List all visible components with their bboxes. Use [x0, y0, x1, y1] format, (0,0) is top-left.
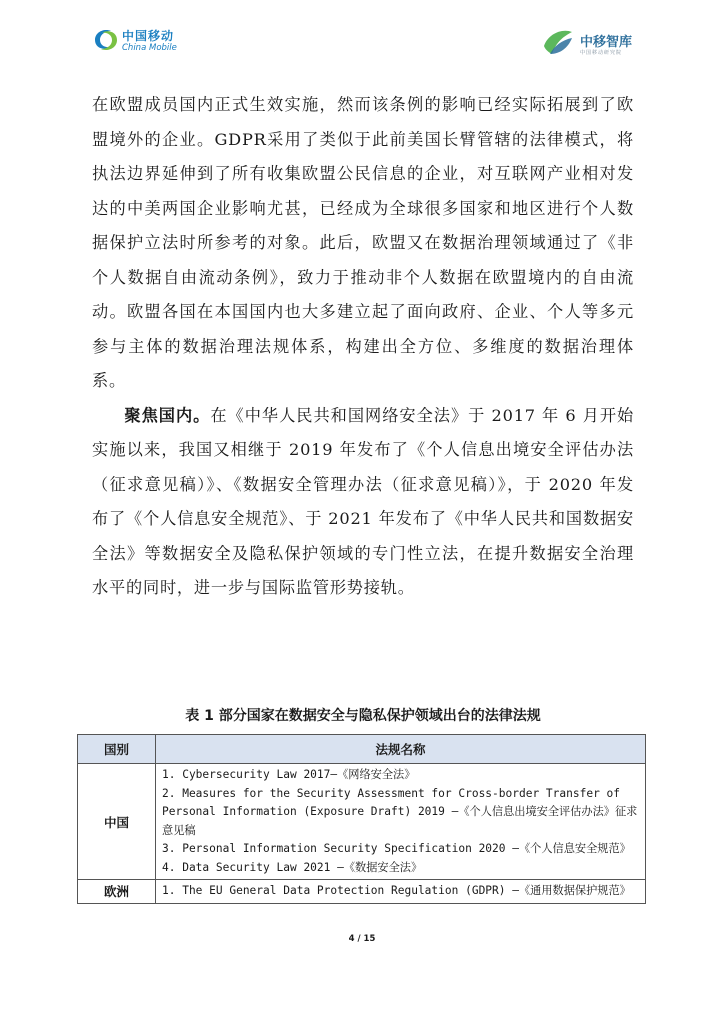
country-europe: 欧洲: [78, 880, 156, 904]
laws-europe: [156, 880, 646, 904]
law-item: 2. Measures for the Security Assessment for Cross-border Transfer of Personal Information (Exposure Draft) 2019 —《个人信息出境安全评估办法》征求意见稿: [162, 786, 638, 837]
table-header-row: [78, 735, 646, 764]
zhiku-leaf-icon: [540, 24, 576, 60]
paragraph-domestic: [92, 399, 634, 606]
china-mobile-swirl-icon: [92, 26, 120, 54]
header-country: 国别: [78, 735, 156, 764]
paragraph-eu: 在欧盟成员国内正式生效实施，然而该条例的影响已经实际拓展到了欧盟境外的企业。GDPR采用了类似于此前美国长臂管辖的法律模式，将执法边界延伸到了所有收集欧盟公民信息的企业，对互联网产业相对发达的中美两国企业影响尤甚，已经成为全球很多国家和地区进行个人数据保护立法时所参考的对象。此后，欧盟又在数据治理领域通过了《非个人数据自由流动条例》，致力于推动非个人数据在欧盟境内的自由流动。欧盟各国在本国国内也大多建立起了面向政府、企业、个人等多元参与主体的数据治理法规体系，构建出全方位、多维度的数据治理体系。: [92, 95, 634, 390]
law-item: 1. Cybersecurity Law 2017—《网络安全法》: [162, 768, 416, 781]
china-mobile-logo: [92, 26, 192, 56]
paragraph-lead: 聚焦国内。: [124, 405, 211, 425]
zhongyi-zhiku-logo: [540, 24, 650, 60]
table-row: [78, 880, 646, 904]
laws-china: [156, 764, 646, 880]
header-laws: 法规名称: [156, 735, 646, 764]
zhiku-sub: 中国移动研究院: [580, 50, 623, 56]
table-row: [78, 764, 646, 880]
page-number: 4 / 15: [348, 934, 376, 944]
paragraph-domestic-text: 在《中华人民共和国网络安全法》于 2017 年 6 月开始实施以来，我国又相继于 2019 年发布了《个人信息出境安全评估办法（征求意见稿）》、《数据安全管理办法（征求意见稿）》，于 2020 年发布了《个人信息安全规范》、于 2021 年发布了《中华人民共和国数据安全法》等数据安全及隐私保护领域的专门性立法，在提升数据安全治理水平的同时，进一步与国际监管形势接轨。: [92, 405, 635, 597]
body-text: [92, 88, 634, 606]
table-caption: 表 1 部分国家在数据安全与隐私保护领域出台的法律法规: [185, 708, 541, 724]
china-mobile-en: China Mobile: [122, 43, 177, 53]
laws-table: [77, 734, 646, 904]
law-item: 4. Data Security Law 2021 —《数据安全法》: [162, 860, 423, 874]
country-china: 中国: [78, 764, 156, 880]
law-item: 3. Personal Information Security Specification 2020 —《个人信息安全规范》: [162, 842, 631, 855]
page-header: [0, 0, 724, 66]
law-item: 1. The EU General Data Protection Regulation (GDPR) —《通用数据保护规范》: [162, 884, 631, 897]
zhiku-cn: 中移智库: [580, 35, 633, 50]
china-mobile-cn: 中国移动: [122, 29, 175, 43]
